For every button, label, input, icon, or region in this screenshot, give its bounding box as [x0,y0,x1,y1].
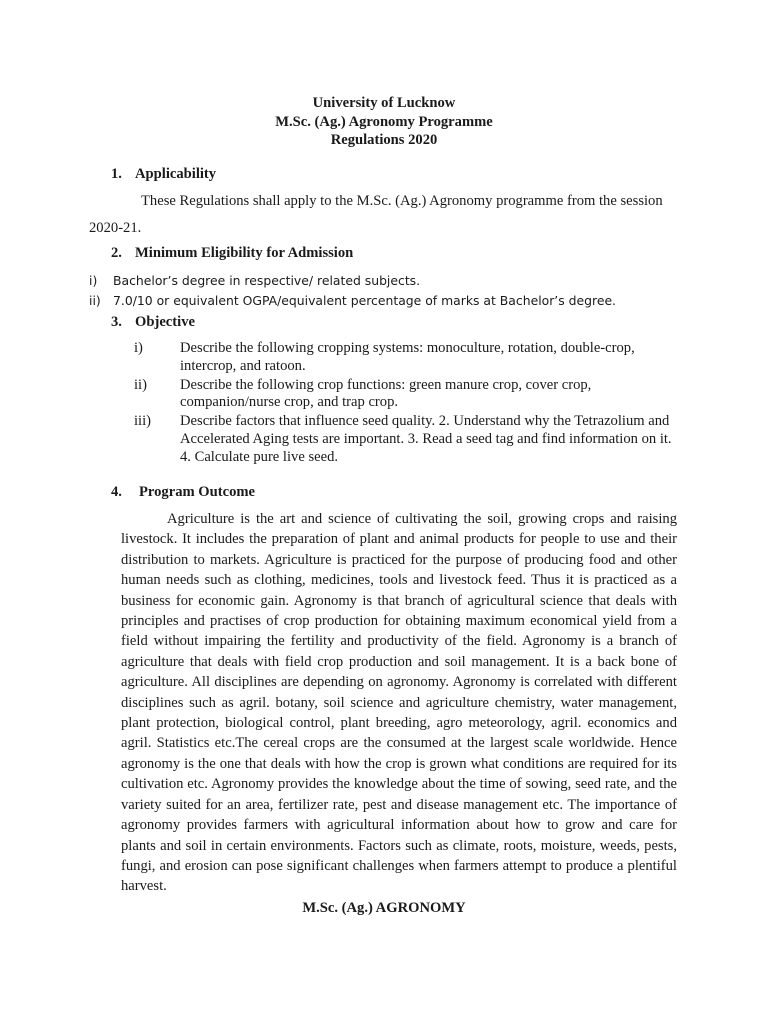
list-item-text: 7.0/10 or equivalent OGPA/equivalent percentage of marks at Bachelor’s degree. [113,293,616,308]
section-number: 1. [111,166,122,182]
section-title: Objective [135,314,195,330]
objective-item [134,377,674,413]
list-item-text: Describe the following crop functions: green manure crop, cover crop, companion/nurse crop, and trap crop. [180,376,592,411]
objective-item [134,413,674,466]
regulations-year: Regulations 2020 [330,132,438,148]
section-number: 3. [111,314,122,330]
list-marker: ii) [89,293,101,308]
list-marker: ii) [134,376,147,393]
section-title: Program Outcome [139,484,256,500]
section-title: Minimum Eligibility for Admission [135,245,354,261]
outcome-paragraph: Agriculture is the art and science of cultivating the soil, growing crops and raising livestock. It includes the preparation of plant and animal products for people to use and their distribution to markets. Agriculture is practiced for the purpose of producing food and other human needs such as clothing, medicines, tools and livestock feed. Thus it is practiced as a business for economic gain. Agronomy is that branch of agricultural science that deals with principles and practises of crop production for obtaining maximum economical yield from a field without impairing the fertility and productivity of the field. Agronomy is a branch of agriculture that deals with field crop production and soil management. It is a back bone of agriculture. All disciplines are depending on agronomy. Agronomy is correlated with different disciplines such as agril. botany, soil science and agriculture chemistry, water management, plant protection, biological control, plant breeding, agro meteorology, agril. economics and agril. Statistics etc.The cereal crops are the consumed at the largest scale worldwide. Hence agronomy is the one that deals with how the crop is grown what conditions are required for its cultivation etc. Agronomy provides the knowledge about the time of sowing, seed rate, and the variety suited for an area, fertilizer rate, pest and disease management etc. The importance of agronomy provides farmers with agricultural information about how to grow and care for plants and soil in certain environments. Factors such as climate, roots, moisture, weeds, pests, fungi, and erosion can pose significant challenges when farmers attempt to produce a plentiful harvest. [121,511,677,895]
eligibility-item [89,273,420,288]
applicability-text-line-1: These Regulations shall apply to the M.Sc. (Ag.) Agronomy programme from the session [141,193,663,209]
footer-title: M.Sc. (Ag.) AGRONOMY [302,900,466,916]
applicability-text-line-2: 2020-21. [89,220,142,236]
programme-name: M.Sc. (Ag.) Agronomy Programme [275,113,493,130]
list-marker: iii) [134,413,152,430]
eligibility-item [89,293,616,308]
list-item-text: Describe factors that influence seed quality. 2. Understand why the Tetrazolium and Accelerated Aging tests are important. 3. Read a seed tag and find information on it. 4. Calculate pure live seed. [180,413,672,465]
section-number: 4. [111,484,122,500]
list-item-text: Bachelor’s degree in respective/ related subjects. [113,273,421,288]
section-title: Applicability [135,166,217,182]
list-marker: i) [134,340,143,356]
objective-item [134,340,674,376]
section-heading-eligibility [111,245,353,262]
objective-list [134,340,674,468]
section-heading-applicability [111,166,216,183]
section-heading-outcome [111,484,255,501]
section-heading-objective [111,314,195,331]
list-marker: i) [89,273,98,288]
section-number: 2. [111,245,122,261]
document-title-block [0,94,768,150]
university-name: University of Lucknow [312,95,456,111]
list-item-text: Describe the following cropping systems: monoculture, rotation, double-crop, intercrop, and ratoon. [180,340,635,374]
